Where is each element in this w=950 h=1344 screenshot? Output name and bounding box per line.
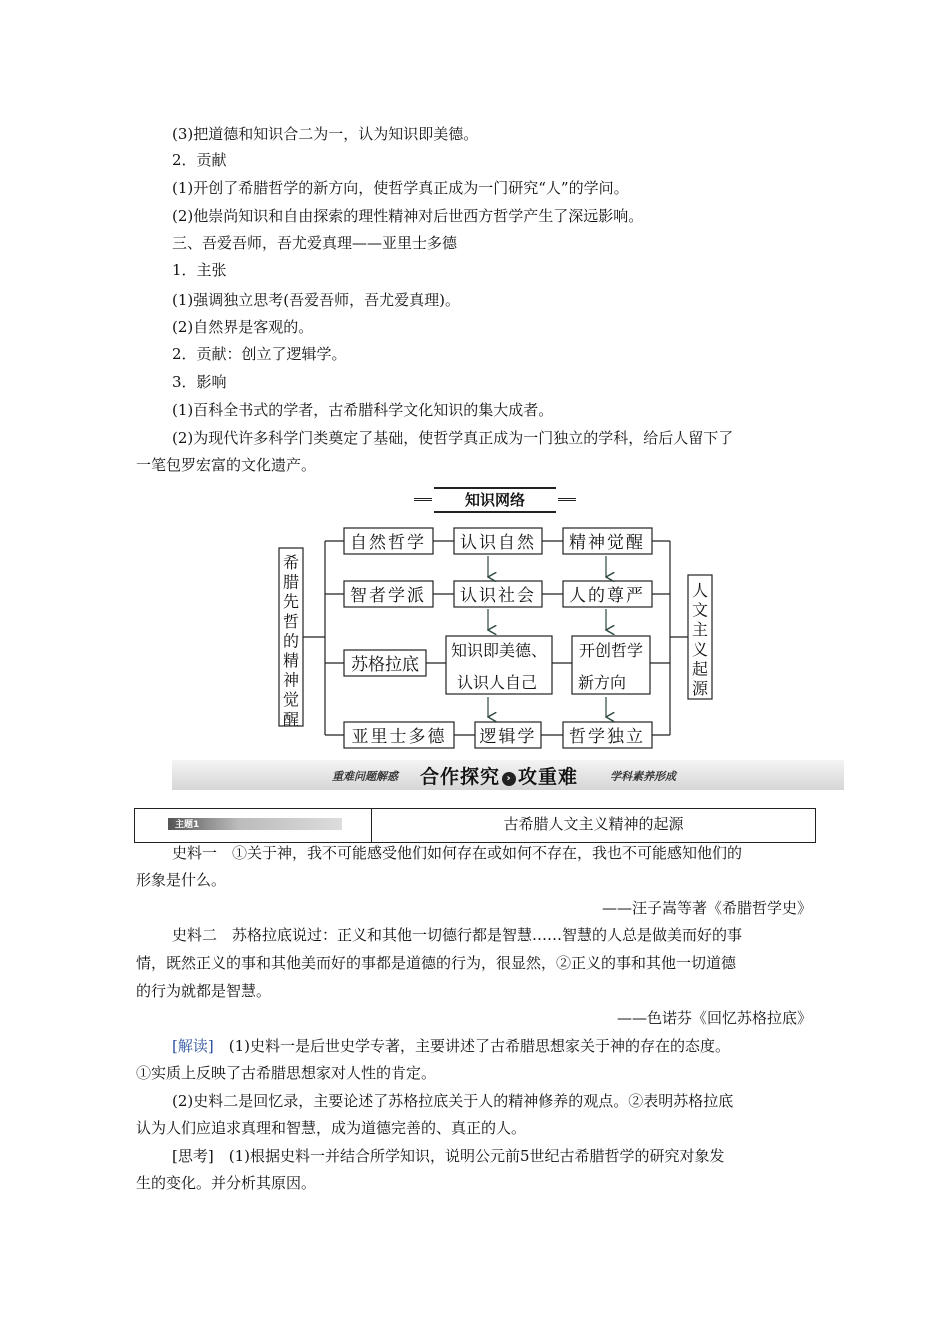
- label-spirit-awakening: 精神觉醒: [569, 533, 645, 553]
- label-logic: 逻辑学: [479, 727, 537, 747]
- material1-source: ——汪子嵩等著《希腊哲学史》: [601, 899, 812, 917]
- analysis-line-c: (2)史料二是回忆录，主要论述了苏格拉底关于人的精神修养的观点。②表明苏格拉底: [172, 1092, 734, 1110]
- label-philosophy-independent: 哲学独立: [569, 727, 645, 747]
- label-socrates: 苏格拉底: [351, 655, 419, 675]
- topic-table: [134, 808, 816, 843]
- text-line-logic: 2．贡献：创立了逻辑学。: [172, 345, 347, 363]
- heading-contribution: 2．贡献: [172, 151, 227, 169]
- label-human-dignity: 人的尊严: [569, 586, 645, 606]
- topic-tag: 主题1: [175, 820, 200, 830]
- label-aristotle: 亚里士多德: [351, 727, 447, 747]
- analysis-line-b: ①实质上反映了古希腊思想家对人性的肯定。: [136, 1064, 437, 1082]
- material2-source: ——色诺芬《回忆苏格拉底》: [616, 1009, 812, 1027]
- think-label: [思考]: [172, 1147, 214, 1165]
- label-natural-philosophy: 自然哲学: [350, 533, 426, 553]
- section-banner: [172, 760, 844, 790]
- think-text-a: (1)根据史料一并结合所学知识，说明公元前5世纪古希腊哲学的研究对象发: [213, 1147, 725, 1165]
- label-greek-sages: 希腊先哲的精神觉醒: [282, 553, 300, 729]
- text-line-influence: (2)他崇尚知识和自由探索的理性精神对后世西方哲学产生了深远影响。: [172, 207, 644, 225]
- topic-title: 古希腊人文主义精神的起源: [503, 815, 684, 833]
- banner-main: [420, 762, 578, 789]
- text-line-independent: (1)强调独立思考(吾爱吾师，吾尤爱真理)。: [172, 291, 460, 309]
- material1-line-b: 形象是什么。: [136, 871, 227, 889]
- label-sophists: 智者学派: [350, 586, 426, 606]
- chevron-right-icon: ›: [502, 772, 516, 786]
- think-line-b: 生的变化。并分析其原因。: [136, 1174, 317, 1192]
- banner-main-a: 合作探究: [420, 766, 501, 788]
- label-know-nature: 认识自然: [460, 533, 536, 553]
- material1-line-a: 史料一 ①关于神，我不可能感受他们如何存在或如何不存在，我也不可能感知他们的: [172, 844, 743, 862]
- knowledge-network-title: 知识网络: [434, 487, 556, 513]
- label-pioneer-philosophy: 开创哲学: [578, 641, 644, 660]
- label-know-self: 认识人自己: [456, 673, 538, 692]
- banner-right-text: 学科素养形成: [610, 770, 676, 783]
- topic-tag-cell: [135, 809, 372, 842]
- banner-left-text: 重难问题解惑: [332, 770, 398, 783]
- heading-impact: 3．影响: [172, 373, 227, 391]
- text-line-new-direction: (1)开创了希腊哲学的新方向，使哲学真正成为一门研究“人”的学问。: [172, 179, 629, 197]
- material2-line-c: 的行为就都是智慧。: [136, 982, 272, 1000]
- think-line-a: [172, 1146, 725, 1166]
- text-line-foundation: (2)为现代许多科学门类奠定了基础，使哲学真正成为一门独立的学科，给后人留下了: [172, 429, 734, 447]
- text-line-encyclopedic: (1)百科全书式的学者，古希腊科学文化知识的集大成者。: [172, 401, 554, 419]
- material2-line-a: 史料二 苏格拉底说过：正义和其他一切德行都是智慧……智慧的人总是做美而好的事: [172, 926, 743, 944]
- label-new-direction: 新方向: [577, 673, 627, 692]
- section-heading-aristotle: 三、吾爱吾师，吾尤爱真理——亚里士多德: [172, 234, 458, 252]
- label-know-society: 认识社会: [460, 586, 536, 606]
- analysis-line-d: 认为人们应追求真理和智慧，成为道德完善的、真正的人。: [136, 1119, 527, 1137]
- analysis-text-a: (1)史料一是后世史学专著，主要讲述了古希腊思想家关于神的存在的态度。: [213, 1037, 730, 1055]
- label-knowledge-virtue: 知识即美德、: [450, 641, 548, 660]
- text-line-nature: (2)自然界是客观的。: [172, 318, 314, 336]
- material2-line-b: 情，既然正义的事和其他美而好的事都是道德的行为，很显然，②正义的事和其他一切道德: [136, 954, 737, 972]
- heading-claims: 1．主张: [172, 261, 227, 279]
- analysis-line-a: [172, 1036, 730, 1056]
- label-humanism-origin: 人文主义起源: [691, 581, 709, 698]
- text-line-legacy: 一笔包罗宏富的文化遗产。: [136, 456, 317, 474]
- analysis-label: [解读]: [172, 1037, 214, 1055]
- banner-main-b: 攻重难: [518, 766, 579, 788]
- text-l1: (3)把道德和知识合二为一，认为知识即美德。: [172, 125, 479, 143]
